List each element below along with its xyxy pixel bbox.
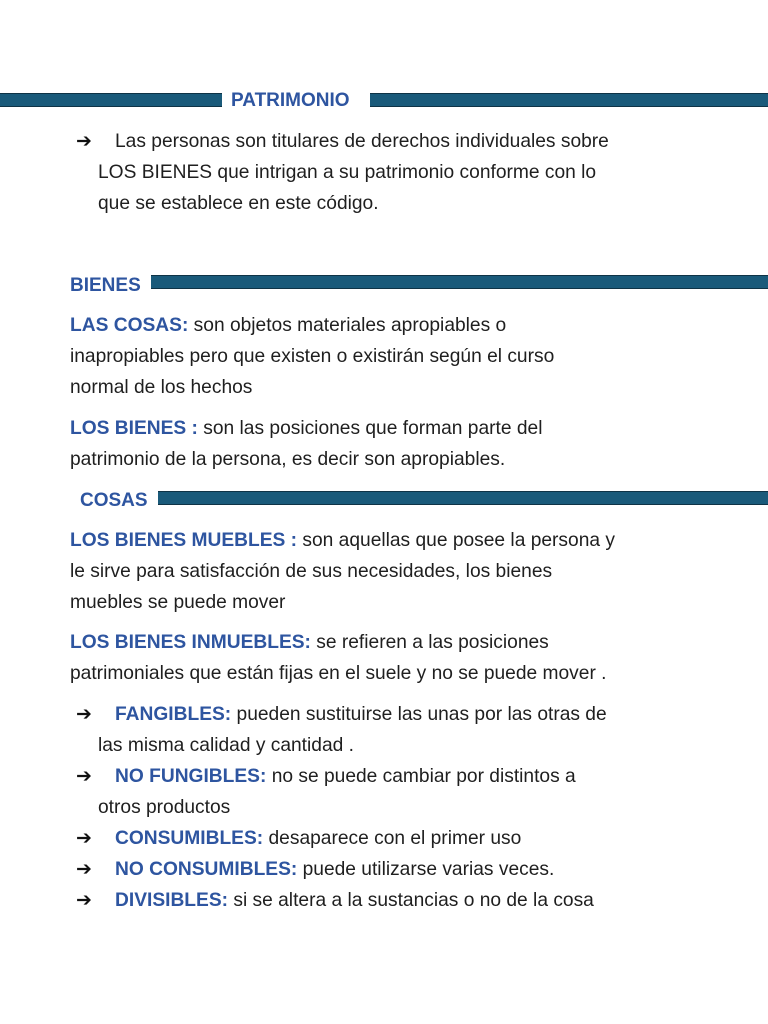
- term-bienes-muebles: LOS BIENES MUEBLES :: [70, 530, 298, 551]
- los-bienes-paragraph: [70, 413, 760, 475]
- term-las-cosas: LAS COSAS:: [70, 315, 189, 336]
- definition-text: si se altera a la sustancias o no de la cosa: [228, 890, 594, 911]
- definition-text: le sirve para satisfacción de sus necesidades, los bienes: [70, 561, 553, 582]
- definition-text: muebles se puede mover: [70, 592, 286, 613]
- definition-text: no se puede cambiar por distintos a: [266, 766, 576, 787]
- list-item-indent: [115, 766, 576, 787]
- term-bienes-inmuebles: LOS BIENES INMUEBLES:: [70, 632, 311, 653]
- paragraph-line: LOS BIENES que intrigan a su patrimonio conforme con lo: [98, 162, 597, 183]
- arrow-bullet-icon: ➔: [76, 859, 92, 880]
- definition-text: son objetos materiales apropiables o: [188, 315, 507, 336]
- term-los-bienes: LOS BIENES :: [70, 418, 198, 439]
- definition-text: se refieren a las posiciones: [310, 632, 549, 653]
- term-no-consumibles: NO CONSUMIBLES:: [115, 859, 298, 880]
- list-item-no-consumibles: [115, 854, 755, 885]
- definition-text: patrimoniales que están fijas en el suele y no se puede mover .: [70, 663, 607, 684]
- paragraph-line: que se establece en este código.: [98, 193, 379, 214]
- paragraph-line: Las personas son titulares de derechos individuales sobre: [115, 131, 609, 152]
- bienes-muebles-paragraph: [70, 525, 760, 618]
- list-item-no-fungibles: [98, 761, 758, 823]
- definition-text: normal de los hechos: [70, 377, 253, 398]
- definition-text: pueden sustituirse las unas por las otras de: [231, 704, 607, 725]
- arrow-bullet-icon: ➔: [76, 704, 92, 725]
- patrimonio-paragraph: [98, 126, 748, 219]
- section-heading-bienes: BIENES: [70, 275, 141, 296]
- arrow-bullet-icon: ➔: [76, 890, 92, 911]
- definition-text: otros productos: [98, 797, 231, 818]
- arrow-bullet-icon: ➔: [76, 131, 92, 152]
- definition-text: las misma calidad y cantidad .: [98, 735, 354, 756]
- term-divisibles: DIVISIBLES:: [115, 890, 229, 911]
- definition-text: patrimonio de la persona, es decir son apropiables.: [70, 449, 506, 470]
- arrow-bullet-icon: ➔: [76, 766, 92, 787]
- bienes-inmuebles-paragraph: [70, 627, 765, 689]
- definition-text: son las posiciones que forman parte del: [197, 418, 543, 439]
- header-bar-right: [370, 93, 768, 107]
- list-item-divisibles: [115, 885, 755, 916]
- cosas-bar: [158, 491, 768, 505]
- list-item-indent: [115, 704, 607, 725]
- arrow-bullet-icon: ➔: [76, 828, 92, 849]
- header-bar-left: [0, 93, 222, 107]
- definition-text: inapropiables pero que existen o existirán según el curso: [70, 346, 555, 367]
- list-item-consumibles: [115, 823, 755, 854]
- term-no-fungibles: NO FUNGIBLES:: [115, 766, 267, 787]
- section-heading-patrimonio: PATRIMONIO: [231, 90, 350, 111]
- bienes-bar: [151, 275, 768, 289]
- list-item-fungibles: [98, 699, 758, 761]
- term-fangibles: FANGIBLES:: [115, 704, 232, 725]
- definition-text: desaparece con el primer uso: [263, 828, 522, 849]
- term-consumibles: CONSUMIBLES:: [115, 828, 264, 849]
- definition-text: puede utilizarse varias veces.: [297, 859, 555, 880]
- section-heading-cosas: COSAS: [80, 490, 148, 511]
- definition-text: son aquellas que posee la persona y: [297, 530, 615, 551]
- las-cosas-paragraph: [70, 310, 760, 403]
